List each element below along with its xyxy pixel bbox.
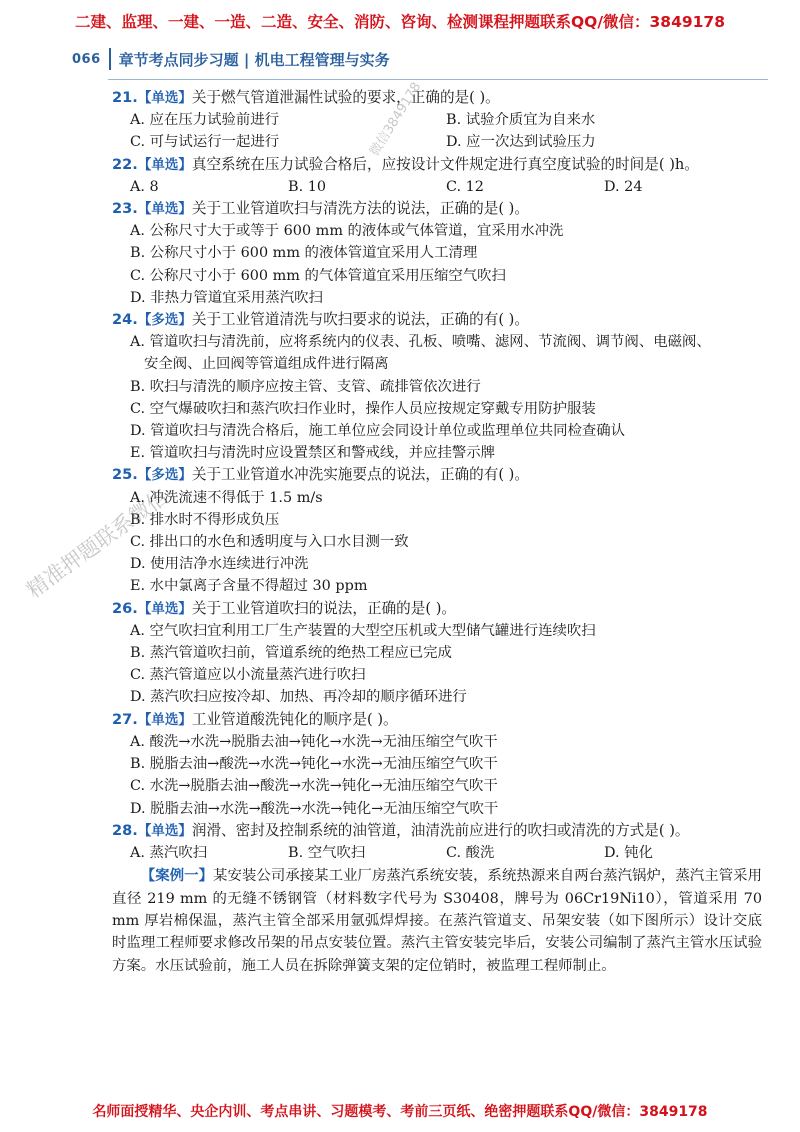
- question-number: 25.: [112, 466, 138, 484]
- option-b: B. 蒸汽管道吹扫前，管道系统的绝热工程应已完成: [130, 645, 452, 662]
- option-c: C. 酸洗: [446, 844, 495, 861]
- option-b: B. 吹扫与清洗的顺序应按主管、支管、疏排管依次进行: [130, 378, 481, 395]
- case-label: 【案例一】: [140, 868, 214, 885]
- question-number: 24.: [112, 311, 138, 329]
- page-header: [72, 48, 762, 70]
- option-b: B. 排水时不得形成负压: [130, 511, 280, 528]
- question-text: 关于燃气管道泄漏性试验的要求，正确的是( )。: [191, 89, 500, 106]
- option-e: E. 水中氯离子含量不得超过 30 ppm: [130, 578, 368, 595]
- option-list: [112, 842, 762, 864]
- question-stem: [112, 820, 762, 842]
- option-d: D. 钝化: [604, 844, 653, 861]
- page-number: 066: [72, 51, 101, 67]
- option-b: B. 试验介质宜为自来水: [446, 112, 596, 129]
- question-number: 28.: [112, 821, 138, 839]
- option-a: [112, 331, 762, 375]
- question-type: 【多选】: [137, 312, 192, 329]
- option-b: B. 脱脂去油→酸洗→水洗→钝化→水洗→无油压缩空气吹干: [130, 756, 498, 773]
- question-text: 关于工业管道吹扫的说法，正确的是( )。: [191, 599, 456, 617]
- option-a: A. 蒸汽吹扫: [130, 844, 208, 861]
- question-23: [112, 198, 762, 309]
- case-text: 某安装公司承接某工业厂房蒸汽系统安装，系统热源来自两台蒸汽锅炉，蒸汽主管采用直径 219 mm 的无缝不锈钢管（材料数字代号为 S30408，牌号为 06Cr19Ni10），管道采用 70 mm 厚岩棉保温，蒸汽主管全部采用氩弧焊焊接。在蒸汽管道支、吊架安装（如下图所示）设计交底时监理工程师要求修改吊架的吊点安装位置。蒸汽主管安装完毕后，安装公司编制了蒸汽主管水压试验方案。水压试验前，施工人员在拆除弹簧支架的定位销时，被监理工程师制止。: [112, 868, 762, 974]
- question-21: [112, 87, 762, 154]
- option-a-line1: A. 管道吹扫与清洗前，应将系统内的仪表、孔板、喷嘴、滤网、节流阀、调节阀、电磁阀、: [130, 334, 711, 351]
- question-number: 27.: [112, 710, 138, 728]
- question-text: 关于工业管道吹扫与清洗方法的说法，正确的是( )。: [191, 200, 529, 218]
- question-24: [112, 309, 762, 464]
- question-type: 【多选】: [137, 467, 192, 484]
- option-d: D. 非热力管道宜采用蒸汽吹扫: [130, 289, 323, 306]
- question-27: [112, 709, 762, 820]
- question-stem: [112, 598, 762, 620]
- option-list: [112, 176, 762, 198]
- question-26: [112, 598, 762, 709]
- option-d: D. 蒸汽吹扫应按冷却、加热、再冷却的顺序循环进行: [130, 689, 467, 706]
- question-22: [112, 154, 762, 198]
- question-stem: [112, 154, 762, 176]
- option-c: C. 12: [446, 178, 484, 195]
- question-stem: [112, 198, 762, 220]
- option-c: C. 水洗→脱脂去油→酸洗→水洗→钝化→无油压缩空气吹干: [130, 778, 498, 795]
- option-d: D. 管道吹扫与清洗合格后，施工单位应会同设计单位或监理单位共同检查确认: [130, 423, 626, 440]
- question-stem: [112, 709, 762, 731]
- watermark-left: 精准押题联系微信: [22, 484, 173, 603]
- option-c: C. 蒸汽管道应以小流量蒸汽进行吹扫: [130, 667, 366, 684]
- option-c: C. 空气爆破吹扫和蒸汽吹扫作业时，操作人员应按规定穿戴专用防护服装: [130, 400, 596, 417]
- question-text: 关于工业管道水冲洗实施要点的说法，正确的有( )。: [191, 466, 529, 484]
- option-a: A. 酸洗→水洗→脱脂去油→钝化→水洗→无油压缩空气吹干: [130, 733, 498, 750]
- option-b: B. 公称尺寸小于 600 mm 的液体管道宜采用人工清理: [130, 245, 478, 262]
- chapter-title: 章节考点同步习题 | 机电工程管理与实务: [118, 50, 390, 69]
- question-type: 【单选】: [137, 90, 192, 106]
- option-d: D. 脱脂去油→水洗→酸洗→水洗→钝化→无油压缩空气吹干: [130, 800, 499, 817]
- header-rule: [108, 79, 768, 80]
- option-d: D. 使用洁净水连续进行冲洗: [130, 556, 309, 573]
- bottom-banner: 名师面授精华、央企内训、考点串讲、习题模考、考前三页纸、绝密押题联系QQ/微信：3849178: [92, 1104, 708, 1120]
- option-a: A. 8: [130, 178, 159, 195]
- option-a: A. 冲洗流速不得低于 1.5 m/s: [130, 489, 323, 506]
- watermark-center: 微信3849178: [367, 79, 425, 159]
- option-c: C. 排出口的水色和透明度与入口水目测一致: [130, 534, 409, 551]
- question-type: 【单选】: [137, 600, 192, 617]
- question-stem: [112, 464, 762, 486]
- question-text: 关于工业管道清洗与吹扫要求的说法，正确的有( )。: [191, 311, 529, 329]
- question-number: 26.: [112, 599, 138, 617]
- case-study: [112, 865, 762, 977]
- question-number: 22.: [112, 155, 138, 173]
- question-text: 工业管道酸洗钝化的顺序是( )。: [191, 710, 398, 728]
- question-text: 真空系统在压力试验合格后，应按设计文件规定进行真空度试验的时间是( )h。: [191, 155, 699, 173]
- question-number: 23.: [112, 200, 138, 218]
- question-number: 21.: [112, 89, 138, 106]
- option-c: C. 可与试运行一起进行: [130, 134, 280, 151]
- option-a: A. 公称尺寸大于或等于 600 mm 的液体或气体管道，宜采用水冲洗: [130, 223, 564, 240]
- question-25: [112, 464, 762, 597]
- question-type: 【单选】: [137, 201, 192, 218]
- question-type: 【单选】: [137, 822, 192, 839]
- option-a: A. 应在压力试验前进行: [130, 112, 280, 129]
- option-e: E. 管道吹扫与清洗时应设置禁区和警戒线，并应挂警示牌: [130, 445, 496, 462]
- question-stem: [112, 309, 762, 331]
- question-stem: [112, 87, 762, 109]
- header-divider: [109, 48, 111, 70]
- option-b: B. 10: [288, 178, 327, 195]
- option-c: C. 公称尺寸小于 600 mm 的气体管道宜采用压缩空气吹扫: [130, 267, 506, 284]
- question-type: 【单选】: [137, 156, 192, 173]
- question-28: [112, 820, 762, 864]
- option-b: B. 空气吹扫: [288, 844, 366, 861]
- question-type: 【单选】: [137, 711, 192, 728]
- question-text: 润滑、密封及控制系统的油管道，油清洗前应进行的吹扫或清洗的方式是( )。: [191, 821, 690, 839]
- option-a: A. 空气吹扫宜利用工厂生产装置的大型空压机或大型储气罐进行连续吹扫: [130, 622, 596, 639]
- top-banner: 二建、监理、一建、一造、二造、安全、消防、咨询、检测课程押题联系QQ/微信：3849178: [74, 13, 725, 31]
- option-d: D. 24: [604, 178, 643, 195]
- question-list: [112, 87, 762, 977]
- option-a-line2: 安全阀、止回阀等管道组成件进行隔离: [144, 356, 389, 373]
- option-d: D. 应一次达到试验压力: [446, 134, 596, 151]
- option-list: [112, 109, 762, 153]
